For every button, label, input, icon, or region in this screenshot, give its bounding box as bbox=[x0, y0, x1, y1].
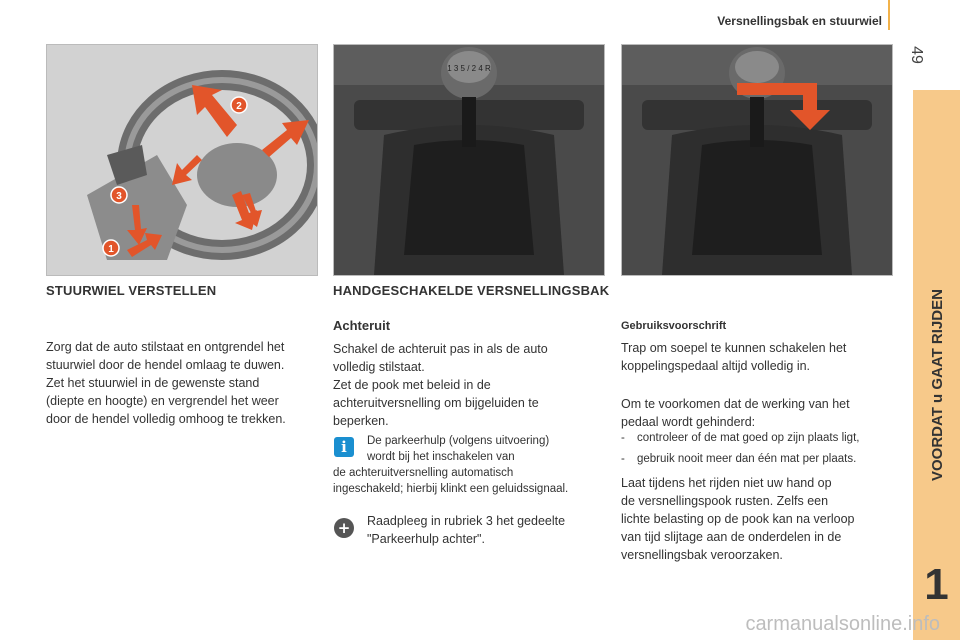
reverse-line: achteruitversnelling om bijgeluiden te bbox=[333, 396, 539, 410]
wheel-label-1: 1 bbox=[108, 244, 114, 255]
steering-wheel-illustration bbox=[46, 44, 318, 276]
chapter-title: VOORDAT u GAAT RIJDEN bbox=[929, 289, 946, 481]
steering-line: Zet het stuurwiel in de gewenste stand bbox=[46, 376, 260, 390]
wheel-label-3: 3 bbox=[116, 191, 122, 202]
page-number: 49 bbox=[908, 46, 925, 64]
steering-line: (diepte en hoogte) en vergrendel het weer bbox=[46, 394, 279, 408]
usage-line: Laat tijdens het rijden niet uw hand op bbox=[621, 476, 832, 490]
reverse-paragraph bbox=[333, 340, 603, 430]
usage-line: koppelingspedaal altijd volledig in. bbox=[621, 359, 811, 373]
usage-bullet-item: - controleer of de mat goed op zijn plaats ligt, bbox=[621, 432, 860, 444]
chapter-number: 1 bbox=[924, 560, 949, 609]
usage-line: versnellingsbak veroorzaken. bbox=[621, 548, 783, 562]
steering-line: door de hendel volledig omhoog te trekken. bbox=[46, 412, 286, 426]
usage-bullet-text: controleer of de mat goed op zijn plaats ligt, bbox=[637, 432, 860, 444]
steering-paragraph bbox=[46, 338, 316, 428]
usage-bullet-text: gebruik nooit meer dan één mat per plaats. bbox=[637, 453, 857, 465]
usage-line: pedaal wordt gehinderd: bbox=[621, 415, 756, 429]
chapter-sidebar bbox=[913, 90, 960, 640]
gearbox-heading: HANDGESCHAKELDE VERSNELLINGSBAK bbox=[333, 283, 610, 298]
usage-paragraph-2 bbox=[621, 395, 896, 431]
wheel-label-2: 2 bbox=[236, 101, 242, 112]
reference-note bbox=[367, 512, 617, 548]
info-line: de achteruitversnelling automatisch bbox=[333, 467, 514, 479]
gear-lever-photo bbox=[333, 44, 605, 276]
reverse-line: beperken. bbox=[333, 414, 389, 428]
reference-line: "Parkeerhulp achter". bbox=[367, 532, 485, 546]
steering-line: Zorg dat de auto stilstaat en ontgrendel het bbox=[46, 340, 285, 354]
usage-line: lichte belasting op de pook kan na verloop bbox=[621, 512, 855, 526]
usage-line: de versnellingspook rusten. Zelfs een bbox=[621, 494, 829, 508]
info-line: ingeschakeld; hierbij klinkt een geluidssignaal. bbox=[333, 483, 569, 495]
info-note-rest bbox=[333, 465, 613, 497]
reverse-line: Zet de pook met beleid in de bbox=[333, 378, 491, 392]
usage-bullet-item: - gebruik nooit meer dan één mat per plaats. bbox=[621, 453, 857, 465]
reference-plus-icon: + bbox=[334, 518, 354, 538]
info-line: wordt bij het inschakelen van bbox=[367, 451, 515, 463]
usage-paragraph-1 bbox=[621, 339, 896, 375]
usage-heading: Gebruiksvoorschrift bbox=[621, 320, 727, 332]
watermark: carmanualsonline.info bbox=[745, 613, 940, 635]
reverse-line: volledig stilstaat. bbox=[333, 360, 425, 374]
info-icon: i bbox=[334, 437, 354, 457]
usage-line: van tijd slijtage aan de onderdelen in de bbox=[621, 530, 842, 544]
usage-paragraph-3 bbox=[621, 474, 901, 564]
info-note-first bbox=[367, 433, 617, 465]
page-header-title: Versnellingsbak en stuurwiel bbox=[717, 14, 882, 28]
knob-pattern-text: 1 3 5 / 2 4 R bbox=[447, 64, 491, 73]
reverse-heading: Achteruit bbox=[333, 318, 391, 333]
reverse-line: Schakel de achteruit pas in als de auto bbox=[333, 342, 548, 356]
header-rule bbox=[888, 0, 890, 30]
steering-heading: STUURWIEL VERSTELLEN bbox=[46, 283, 217, 298]
usage-line: Trap om soepel te kunnen schakelen het bbox=[621, 341, 847, 355]
info-line: De parkeerhulp (volgens uitvoering) bbox=[367, 435, 550, 447]
usage-line: Om te voorkomen dat de werking van het bbox=[621, 397, 850, 411]
reference-line: Raadpleeg in rubriek 3 het gedeelte bbox=[367, 514, 566, 528]
steering-line: stuurwiel door de hendel omlaag te duwen. bbox=[46, 358, 285, 372]
gear-lever-reverse-photo bbox=[621, 44, 893, 276]
